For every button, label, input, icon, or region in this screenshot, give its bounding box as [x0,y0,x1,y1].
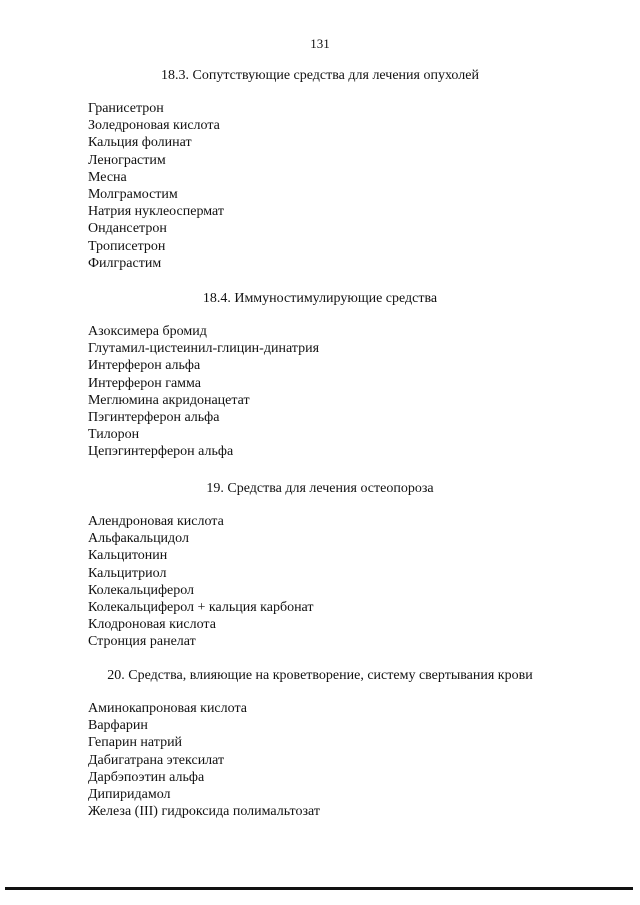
section-heading-19: 19. Средства для лечения остеопороза [206,481,434,496]
list-item: Интерферон альфа [88,358,201,374]
list-item: Гепарин натрий [88,735,183,751]
page-number: 131 [310,36,330,51]
list-item: Трописетрон [88,238,166,254]
list-item: Дипиридамол [88,787,171,803]
list-item: Ленограстим [88,152,166,168]
list-item: Меглюмина акридонацетат [88,392,250,408]
list-item: Железа (III) гидроксида полимальтозат [88,804,320,820]
list-item: Цепэгинтерферон альфа [88,444,234,460]
list-item: Дарбэпоэтин альфа [88,769,205,785]
list-item: Глутамил-цистеинил-глицин-динатрия [88,341,320,357]
list-item: Ондансетрон [88,221,167,237]
list-item: Кальцитонин [88,548,168,564]
bottom-rule [5,887,633,890]
list-item: Пэгинтерферон альфа [88,410,220,426]
list-item: Золедроновая кислота [88,118,220,134]
section-heading-18-4: 18.4. Иммуностимулирующие средства [202,291,438,306]
list-item: Кальцитриол [88,565,167,581]
list-item: Колекальциферол [88,582,195,598]
list-item: Кальция фолинат [88,135,192,151]
list-item: Колекальциферол + кальция карбонат [88,600,314,616]
list-item: Альфакальцидол [88,531,189,547]
list-item: Месна [88,169,127,185]
list-item: Гранисетрон [88,101,164,116]
drug-list-18-3 [88,100,224,272]
list-item: Интерферон гамма [88,375,202,391]
list-item: Варфарин [88,718,148,734]
list-item: Натрия нуклеоспермат [88,204,224,220]
list-item: Дабигатрана этексилат [88,752,225,768]
list-item: Тилорон [88,427,140,443]
list-item: Клодроновая кислота [88,617,216,633]
section-heading-20: 20. Средства, влияющие на кроветворение, систему свертывания крови [107,668,533,683]
section-heading-18-3: 18.3. Сопутствующие средства для лечения опухолей [161,68,479,83]
list-item: Стронция ранелат [88,634,196,650]
list-item: Филграстим [88,255,162,271]
list-item: Аминокапроновая кислота [88,701,247,716]
drug-list-19 [88,513,314,651]
list-item: Алендроновая кислота [88,514,224,529]
drug-list-18-4 [88,323,319,461]
drug-list-20 [88,700,320,820]
list-item: Азоксимера бромид [88,324,207,339]
list-item: Молграмостим [88,187,178,203]
